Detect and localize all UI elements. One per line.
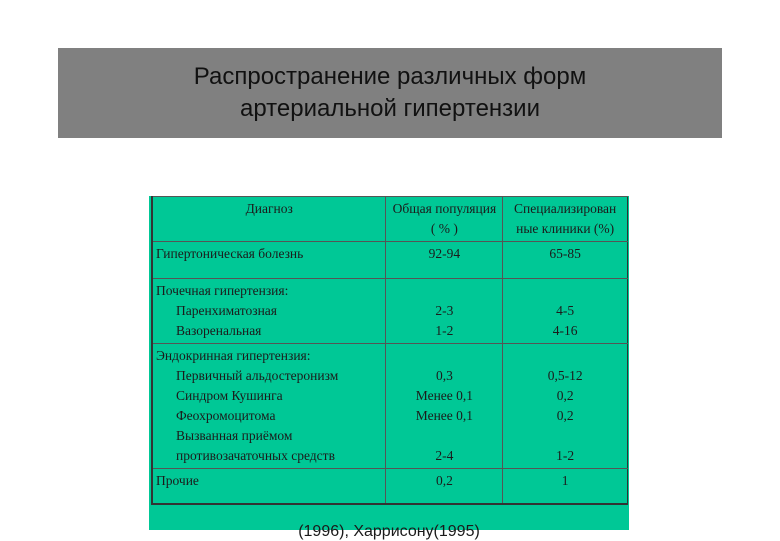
sub-item-label: Синдром Кушинга [176, 388, 283, 403]
empty-line [506, 281, 624, 301]
cell-text: 92-94 [428, 246, 461, 261]
table-header-row [152, 197, 628, 242]
sub-item-label: Вазоренальная [176, 323, 262, 338]
table-row [152, 469, 628, 505]
table-row [152, 242, 628, 279]
cell-text: Менее 0,1 [415, 388, 474, 403]
row-renal-general [386, 279, 503, 344]
row-renal-clinics [503, 279, 628, 344]
sub-item-label: противозачаточных средств [176, 448, 335, 463]
header-specialized-clinics [503, 197, 628, 242]
cell-text: 4-5 [556, 303, 575, 318]
table-row [152, 344, 628, 469]
row-other-label [152, 469, 386, 505]
cell-text: Гипертоническая болезнь [156, 246, 304, 261]
row-hypertonic-general [386, 242, 503, 279]
cell-text: 2-4 [435, 448, 454, 463]
sub-item-label: Вызванная приёмом [176, 428, 293, 443]
group-label: Эндокринная гипертензия: [156, 348, 311, 363]
cell-text: 1 [561, 473, 569, 488]
header-general-population-line-2: ( % ) [430, 221, 458, 236]
empty-line [389, 426, 499, 446]
source-citation-text: (1996), Харрисону(1995) [298, 523, 480, 540]
row-other-general [386, 469, 503, 505]
slide-title-line-2: артериальной гипертензии [240, 95, 540, 122]
slide-title [58, 48, 722, 138]
empty-line [389, 281, 499, 301]
cell-text: Менее 0,1 [415, 408, 474, 423]
header-specialized-clinics-line-2: ные клиники (%) [516, 221, 615, 236]
hypertension-prevalence-table [151, 196, 628, 505]
row-renal-label [152, 279, 386, 344]
row-hypertonic-label [152, 242, 386, 279]
cell-text: 0,2 [556, 408, 574, 423]
cell-text: 0,5-12 [547, 368, 583, 383]
cell-text: 65-85 [549, 246, 581, 261]
empty-line [389, 346, 499, 366]
row-other-clinics [503, 469, 628, 505]
table-row [152, 279, 628, 344]
sub-item-label: Паренхиматозная [176, 303, 278, 318]
cell-text: 1-2 [556, 448, 575, 463]
slide-title-line-1: Распространение различных форм [193, 63, 587, 90]
row-endocrine-label [152, 344, 386, 469]
source-citation [149, 519, 629, 541]
header-general-population [386, 197, 503, 242]
cell-text: 0,3 [435, 368, 453, 383]
header-general-population-line-1: Общая популяция [392, 201, 497, 216]
row-endocrine-general [386, 344, 503, 469]
cell-text: 0,2 [556, 388, 574, 403]
cell-text: Прочие [156, 473, 199, 488]
row-endocrine-clinics [503, 344, 628, 469]
sub-item-label: Первичный альдостеронизм [176, 368, 339, 383]
cell-text: 2-3 [435, 303, 454, 318]
cell-text: 1-2 [435, 323, 454, 338]
group-label: Почечная гипертензия: [156, 283, 289, 298]
cell-text: 4-16 [552, 323, 578, 338]
empty-line [506, 426, 624, 446]
empty-line [506, 346, 624, 366]
row-hypertonic-clinics [503, 242, 628, 279]
header-specialized-clinics-line-1: Специализирован [514, 201, 617, 216]
cell-text: 0,2 [435, 473, 453, 488]
header-diagnosis: Диагноз [152, 197, 386, 242]
sub-item-label: Феохромоцитома [176, 408, 276, 423]
